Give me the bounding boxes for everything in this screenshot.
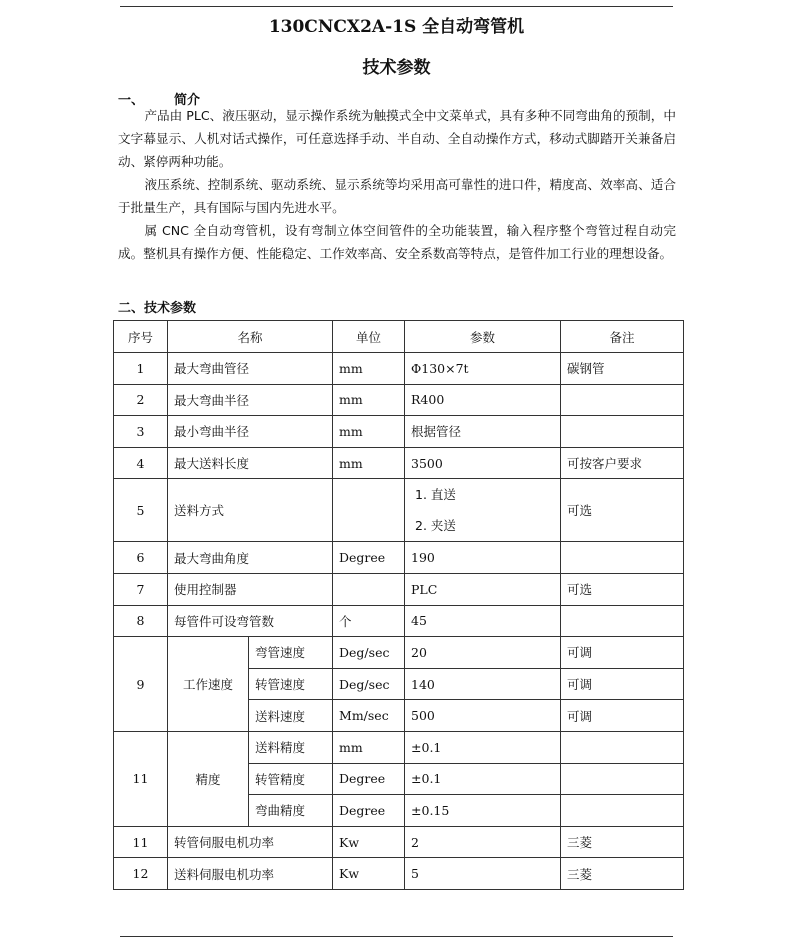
table-row (114, 384, 684, 416)
cell-unit: Degree (333, 763, 405, 795)
cell-param: 5 (405, 858, 561, 890)
cell-param: ±0.1 (405, 763, 561, 795)
table-row (114, 637, 684, 669)
header-param: 参数 (405, 321, 561, 353)
cell-sub-name: 送料精度 (249, 731, 333, 763)
cell-unit: Deg/sec (333, 668, 405, 700)
cell-name: 最大送料长度 (168, 447, 333, 479)
cell-unit: Kw (333, 858, 405, 890)
table-row (114, 416, 684, 448)
cell-unit (333, 479, 405, 542)
cell-no: 11 (114, 731, 168, 826)
header-no: 序号 (114, 321, 168, 353)
cell-name: 最大弯曲管径 (168, 353, 333, 385)
cell-sub-name: 送料速度 (249, 700, 333, 732)
cell-param: 190 (405, 542, 561, 574)
cell-sub-name: 弯曲精度 (249, 795, 333, 827)
cell-note (561, 542, 684, 574)
table-row (114, 542, 684, 574)
cell-unit: 个 (333, 605, 405, 637)
document-subtitle: 技术参数 (362, 58, 431, 78)
cell-param: 2 (405, 826, 561, 858)
cell-unit: Degree (333, 795, 405, 827)
cell-param: ±0.15 (405, 795, 561, 827)
cell-name: 送料伺服电机功率 (168, 858, 333, 890)
section-spec-heading: 二、技术参数 (118, 301, 197, 316)
cell-param (405, 479, 561, 542)
cell-unit: mm (333, 447, 405, 479)
feed-option-2: 2. 夹送 (415, 518, 456, 534)
cell-group-name: 工作速度 (168, 637, 249, 732)
cell-no: 2 (114, 384, 168, 416)
cell-note (561, 763, 684, 795)
section-title: 简介 (174, 93, 201, 108)
cell-no: 7 (114, 573, 168, 605)
cell-name: 使用控制器 (168, 573, 333, 605)
cell-note: 可选 (561, 479, 684, 542)
intro-paragraph: 产品由 PLC、液压驱动，显示操作系统为触摸式全中文菜单式，具有多种不同弯曲角的预制，中文字幕显示、人机对话式操作，可任意选择手动、半自动、全自动操作方式，移动式脚踏开关兼备启动、紧停两种功能。 (118, 108, 676, 169)
cell-note (561, 795, 684, 827)
cell-no: 11 (114, 826, 168, 858)
cell-note: 三菱 (561, 858, 684, 890)
table-row (114, 573, 684, 605)
cell-no: 3 (114, 416, 168, 448)
table-row (114, 826, 684, 858)
intro-paragraph: 液压系统、控制系统、驱动系统、显示系统等均采用高可靠性的进口件，精度高、效率高、适合于批量生产，具有国际与国内先进水平。 (118, 177, 676, 215)
cell-unit: mm (333, 384, 405, 416)
cell-name: 送料方式 (168, 479, 333, 542)
cell-param: 3500 (405, 447, 561, 479)
cell-param: Φ130×7t (405, 353, 561, 385)
cell-no: 12 (114, 858, 168, 890)
intro-text (118, 104, 676, 265)
document-title: 130CNCX2A-1S 全自动弯管机 (268, 17, 525, 37)
cell-name: 最小弯曲半径 (168, 416, 333, 448)
cell-param: 20 (405, 637, 561, 669)
table-row (114, 605, 684, 637)
cell-note: 碳钢管 (561, 353, 684, 385)
cell-no: 4 (114, 447, 168, 479)
cell-param: ±0.1 (405, 731, 561, 763)
header-note: 备注 (561, 321, 684, 353)
cell-sub-name: 转管精度 (249, 763, 333, 795)
cell-unit: mm (333, 353, 405, 385)
table-row (114, 353, 684, 385)
cell-unit: mm (333, 416, 405, 448)
cell-unit: Mm/sec (333, 700, 405, 732)
cell-note: 可选 (561, 573, 684, 605)
cell-sub-name: 弯管速度 (249, 637, 333, 669)
table-row (114, 731, 684, 763)
cell-note (561, 384, 684, 416)
spec-table (113, 320, 684, 890)
feed-option-1: 1. 直送 (415, 487, 456, 503)
cell-note (561, 605, 684, 637)
header-unit: 单位 (333, 321, 405, 353)
cell-no: 1 (114, 353, 168, 385)
cell-group-name: 精度 (168, 731, 249, 826)
cell-param: PLC (405, 573, 561, 605)
table-row (114, 858, 684, 890)
cell-note (561, 416, 684, 448)
cell-no: 5 (114, 479, 168, 542)
cell-unit: mm (333, 731, 405, 763)
cell-unit: Degree (333, 542, 405, 574)
cell-no: 6 (114, 542, 168, 574)
intro-paragraph: 属 CNC 全自动弯管机，设有弯制立体空间管件的全功能装置，输入程序整个弯管过程自动完成。整机具有操作方便、性能稳定、工作效率高、安全系数高等特点，是管件加工行业的理想设备。 (118, 223, 676, 261)
table-row (114, 479, 684, 542)
cell-param: 500 (405, 700, 561, 732)
cell-note: 可按客户要求 (561, 447, 684, 479)
cell-param: 45 (405, 605, 561, 637)
cell-no: 9 (114, 637, 168, 732)
cell-sub-name: 转管速度 (249, 668, 333, 700)
cell-unit: Kw (333, 826, 405, 858)
bottom-rule (120, 936, 673, 937)
cell-param: 根据管径 (405, 416, 561, 448)
cell-name: 最大弯曲半径 (168, 384, 333, 416)
cell-note: 三菱 (561, 826, 684, 858)
table-header-row (114, 321, 684, 353)
cell-no: 8 (114, 605, 168, 637)
section-number: 一、 (118, 93, 145, 108)
cell-note: 可调 (561, 668, 684, 700)
cell-unit: Deg/sec (333, 637, 405, 669)
top-rule (120, 6, 673, 7)
cell-note: 可调 (561, 700, 684, 732)
cell-name: 最大弯曲角度 (168, 542, 333, 574)
header-name: 名称 (168, 321, 333, 353)
table-row (114, 447, 684, 479)
cell-note: 可调 (561, 637, 684, 669)
cell-param: R400 (405, 384, 561, 416)
cell-name: 转管伺服电机功率 (168, 826, 333, 858)
cell-unit (333, 573, 405, 605)
cell-name: 每管件可设弯管数 (168, 605, 333, 637)
cell-param: 140 (405, 668, 561, 700)
cell-note (561, 731, 684, 763)
